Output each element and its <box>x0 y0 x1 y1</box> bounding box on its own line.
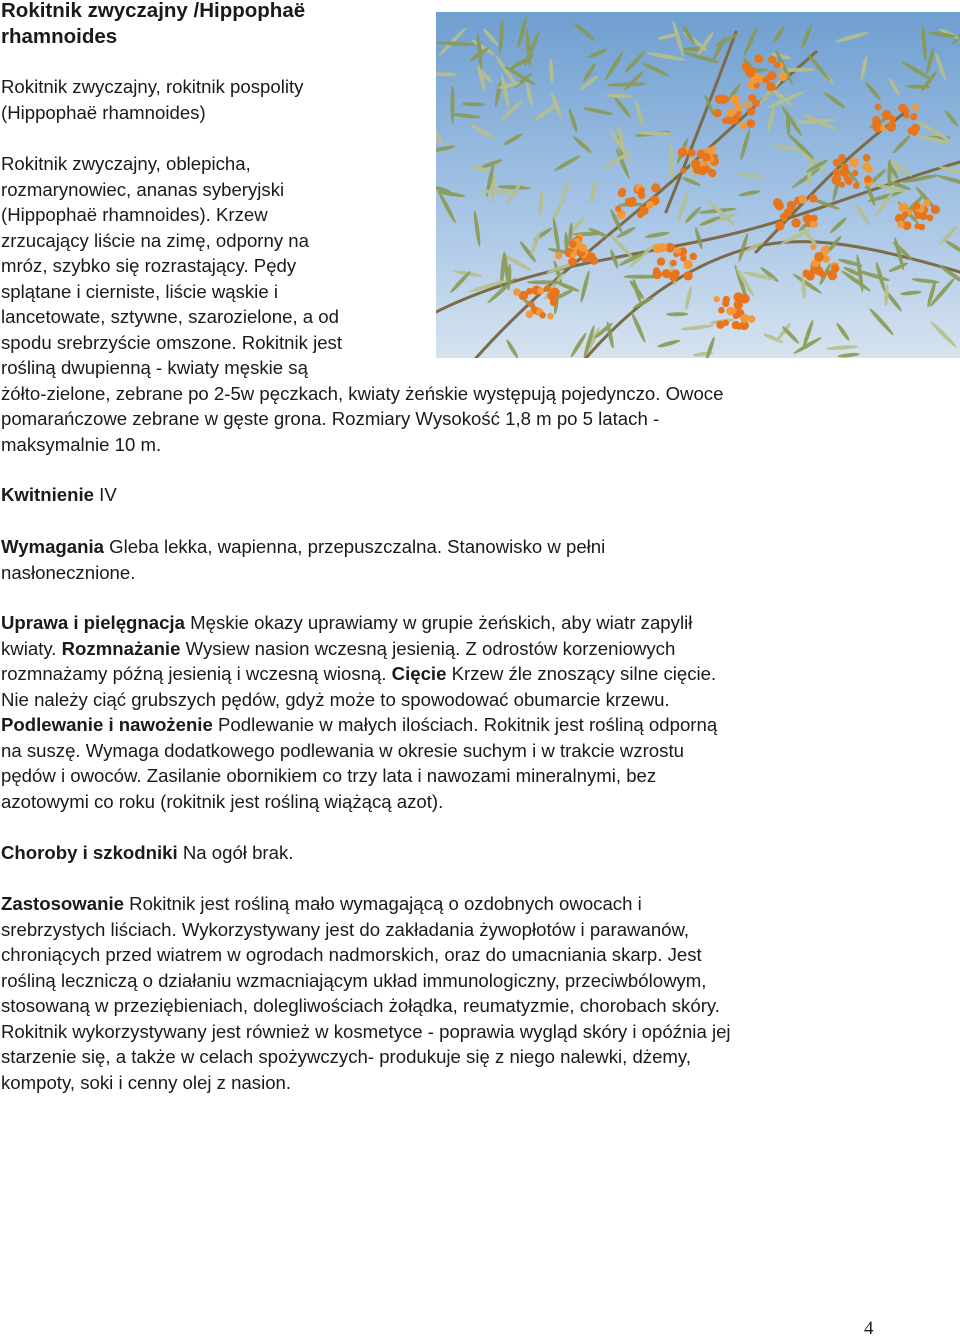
watering-text: azotowymi co roku (rokitnik jest rośliną wiążącą azot). <box>1 790 444 812</box>
flowering-label: Kwitnienie <box>1 484 94 505</box>
description-line: pomarańczowe zebrane w gęste grona. Rozmiary Wysokość 1,8 m po 5 latach - <box>1 408 660 429</box>
care-label: Uprawa i pielęgnacja <box>1 612 185 633</box>
usage-text: starzenie się, a także w celach spożywczych- produkuje się z niego nalewki, dżemy, <box>1 1046 692 1067</box>
description-line: spodu srebrzyście omszone. Rokitnik jest <box>1 331 343 353</box>
requirements-text: Gleba lekka, wapienna, przepuszczalna. Stanowisko w pełni <box>104 536 606 557</box>
pruning-text: Nie należy ciąć grubszych pędów, gdyż może to spowodować obumarcie krzewu. <box>1 688 670 710</box>
flowering-section <box>1 482 117 508</box>
description-line: splątane i cierniste, liście wąskie i <box>1 280 278 302</box>
description-line: lancetowate, sztywne, szarozielone, a od <box>1 306 339 327</box>
usage-label: Zastosowanie <box>1 893 124 914</box>
description-line: rośliną dwupienną - kwiaty męskie są <box>1 357 308 378</box>
description-line: żółto-zielone, zebrane po 2-5w pęczkach, kwiaty żeńskie występują pojedynczo. Owoce <box>1 382 724 404</box>
page-number: 4 <box>864 1318 874 1339</box>
common-names <box>1 74 303 125</box>
description-line: zrzucający liście na zimę, odporny na <box>1 229 309 251</box>
description-line: rozmarynowiec, ananas syberyjski <box>1 178 285 200</box>
diseases-label: Choroby i szkodniki <box>1 842 178 863</box>
care-section <box>1 610 717 814</box>
description-paragraph <box>1 151 723 457</box>
requirements-section <box>1 534 605 585</box>
usage-text: Rokitnik wykorzystywany jest również w kosmetyce - poprawia wygląd skóry i opóźnia jej <box>1 1020 731 1042</box>
usage-text: kompoty, soki i cenny olej z nasion. <box>1 1071 292 1093</box>
usage-text: Rokitnik jest rośliną mało wymagającą o ozdobnych owocach i <box>123 893 642 914</box>
usage-text: chroniących przed wiatrem w ogrodach nadmorskich, oraz do umacniania skarp. Jest <box>1 944 702 965</box>
title-line-1: Rokitnik zwyczajny /Hippophaë <box>1 0 306 22</box>
usage-text: rośliną leczniczą o działaniu wzmacniającym układ immunologiczny, przeciwbólowym, <box>1 969 707 991</box>
diseases-section <box>1 840 293 866</box>
description-line: (Hippophaë rhamnoides). Krzew <box>1 204 268 225</box>
propagation-text: rozmnażamy późną jesienią i wczesną wiosną. <box>1 663 392 684</box>
usage-text: stosowaną w przeziębieniach, dolegliwościach żołądka, reumatyzmie, chorobach skóry. <box>1 995 720 1016</box>
care-text: kwiaty. <box>1 637 62 659</box>
usage-text: srebrzystych liściach. Wykorzystywany jest do zakładania żywopłotów i parawanów, <box>1 918 690 940</box>
names-line-2: (Hippophaë rhamnoides) <box>1 101 206 123</box>
description-line: Rokitnik zwyczajny, oblepicha, <box>1 153 251 174</box>
watering-text: Podlewanie w małych ilościach. Rokitnik jest rośliną odporną <box>212 714 718 735</box>
propagation-label: Rozmnażanie <box>61 637 181 659</box>
diseases-value: Na ogół brak. <box>177 842 294 863</box>
page-title <box>1 0 421 50</box>
names-line-1: Rokitnik zwyczajny, rokitnik pospolity <box>1 76 304 97</box>
description-line: mróz, szybko się rozrastający. Pędy <box>1 255 297 276</box>
title-line-2: rhamnoides <box>1 25 118 48</box>
pruning-label: Cięcie <box>391 663 447 684</box>
watering-text: pędów i owoców. Zasilanie obornikiem co trzy lata i nawozami mineralnymi, bez <box>1 765 657 786</box>
flowering-value: IV <box>93 484 117 505</box>
watering-label: Podlewanie i nawożenie <box>1 714 213 735</box>
pruning-text: Krzew źle znoszący silne cięcie. <box>446 663 717 684</box>
requirements-line-2: nasłonecznione. <box>1 561 136 583</box>
propagation-text: Wysiew nasion wczesną jesienią. Z odrostów korzeniowych <box>180 637 676 659</box>
usage-section <box>1 891 731 1095</box>
description-line: maksymalnie 10 m. <box>1 433 162 455</box>
care-text: Męskie okazy uprawiamy w grupie żeńskich, aby wiatr zapylił <box>184 612 693 633</box>
watering-text: na suszę. Wymaga dodatkowego podlewania w okresie suchym i w trakcie wzrostu <box>1 739 684 761</box>
requirements-label: Wymagania <box>1 536 104 557</box>
